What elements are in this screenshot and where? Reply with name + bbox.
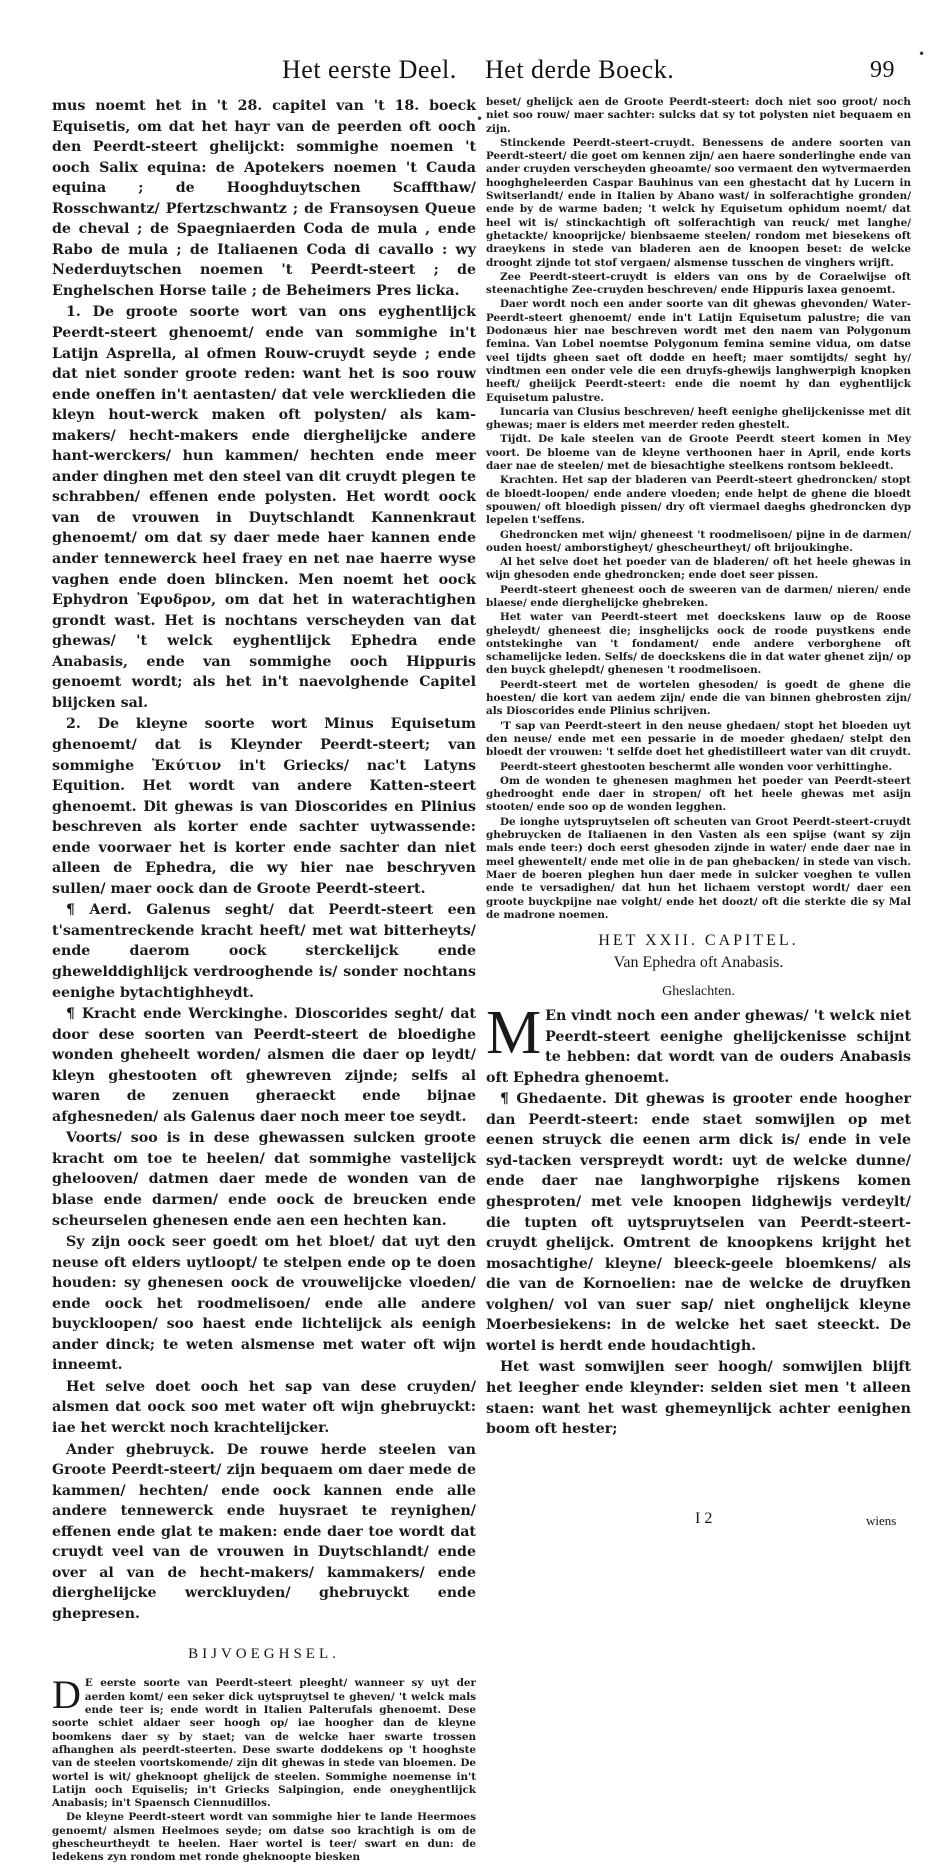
section-heading: BIJVOEGHSEL. — [188, 1646, 340, 1663]
paragraph: Peerdt-steert gheneest ooch de sweeren van de darmen/ nieren/ ende blaese/ ende dierghelijcke ghebreken. — [486, 583, 911, 609]
paragraph: Tijdt. De kale steelen van de Groote Peerdt steert komen in Mey voort. De bloeme van de kleyne verthoonen haer in April, ende korts daer nae de steelen/ met de biesachtighe steelkens rontsom bekleedt. — [486, 433, 911, 473]
paragraph: 'T sap van Peerdt-steert in den neuse ghedaen/ stopt het bloeden uyt den neuse/ ende met een pessarie in de moeder ghedaen/ stelpt den bloedt der vrouwen: 't selfde doet het ghedistilleert water van dit cruydt. — [486, 719, 911, 759]
paragraph: De kleyne Peerdt-steert wordt van sommighe hier te lande Heermoes genoemt/ alsmen Heelmoes seyde; om datse soo krachtigh is om de ghescheurtheydt te heelen. Haer wortel is teer/ swart en dun: de ledekens zyn rondom met ronde gheknoopte biesken — [52, 1811, 476, 1864]
section-heading: Gheslachten. — [662, 984, 735, 1000]
page-number: 99 — [870, 57, 895, 83]
paragraph: ¶ Ghedaente. Dit ghewas is grooter ende hoogher dan Peerdt-steert: ende staet somwijlen op met eenen struyck die eenen arm dick is/ ende in vele syd-tacken verspreydt wordt: uyt de welcke dunne/ ende daer nae langhworpighe rijskens komen ghesproten/ met vele knoopen lidghewijs verdeylt/ die tupten oft uytspruytselen van Peerdt-steert-cruydt ghelijck. Omtrent de knoopkens krijght het mosachtighe/ kleyne/ bleeck-geele bloemkens/ als die van de Kornoelien: nae de welcke de druyfken volghen/ vol van suer sap/ niet onghelijck kleyne Moerbesiekens: in de welcke het saet steeckt. De wortel is herdt ende houdachtigh. — [486, 1091, 911, 1354]
drop-capital: D — [52, 1672, 81, 1718]
paragraph: Het wast somwijlen seer hoogh/ somwijlen blijft het leegher ende kleynder: selden siet men 't alleen staen: want het wast ghemeynlijck achter eenighen boom oft hester; — [486, 1359, 911, 1438]
paragraph: Daer wordt noch een ander soorte van dit ghewas ghevonden/ Water-Peerdt-steert ghenoemt/ ende in't Latijn Equisetum palustre; die van Dodonæus hier nae beschreven wordt met den naem van Polygonum femina. Van Lobel noemtse Polygonum femina semine vidua, om datse veel tijdts gheen saet oft dodde en heeft; maer somtijdts/ seght hy/ vindtmen een onder vele die een druyfs-ghewijs langhwerpigh knopken heeft/ gheiijck Peerdt-steert: ende die noemt hy dan eyghentlijck Equisetum palustre. — [486, 298, 911, 404]
paragraph: Voorts/ soo is in dese ghewassen sulcken groote kracht om toe te heelen/ dat sommighe vastelijck ghelooven/ datmen daer mede de wonden van de blase ende darmen/ ende oock de breucken ende scheurselen ghenesen ende aen een hechten kan. — [52, 1130, 476, 1229]
drop-capital: M — [486, 999, 542, 1068]
paragraph: Zee Peerdt-steert-cruydt is elders van ons by de Coraelwijse oft steenachtighe Zee-cruyden beschreven/ ende Hippuris laxea genoemt. — [486, 270, 911, 297]
paragraph: Ghedroncken met wijn/ gheneest 't roodmelisoen/ pijne in de darmen/ ouden hoest/ amborstigheyt/ ghescheurtheyt/ oft brijoukinghe. — [486, 528, 911, 554]
margin-mark: • — [476, 112, 484, 126]
paragraph: 1. De groote soorte wort van ons eyghentlijck Peerdt-steert ghenoemt/ ende van sommighe in't Latijn Asprella, al ofmen Rouw-cruydt seyde ; ende dat niet sonder groote reden: want het is soo rouw ende oneffen in't aentasten/ dat vele wercklieden die kleyn hout-werck maken oft polysten/ als kam-makers/ hecht-makers ende dierghelijcke andere hant-werckers/ hun kammen/ hechten ende meer ander dinghen met den steel van dit cruydt plegen te schrabben/ effenen ende polysten. Het wordt oock van de vrouwen in Duytschlandt Kannenkraut ghenoemt/ om dat sy daer mede haer kannen ende ander tennewerck heel fraey en net nae haerre wyse vaghen ende doen blincken. Men noemt het oock Ephydron Ἐφυδρον, om dat het in waterachtighen grondt wast. Het is nochtans verscheyden van dat ghewas/ 't welck eyghentlijck Ephedra ende Anabasis, ende van sommighe ooch Hippuris genoemt wordt; als het in't naevolghende Capitel blijcken sal. — [52, 304, 476, 711]
paragraph — [486, 999, 911, 1088]
paragraph: Om de wonden te ghenesen maghmen het poeder van Peerdt-steert ghedrooght ende daer in stropen/ oft het heele ghewas met asijn stooten/ ende soo op de wonden legghen. — [486, 774, 911, 814]
right-column — [486, 96, 911, 1526]
paragraph: De ionghe uytspruytselen oft scheuten van Groot Peerdt-steert-cruydt ghebruycken de Italiaenen in den Vasten als een spijse (want sy zijn mals ende teer:) doch eerst ghesoden zijnde in water/ ende daer nae in meel ghewentelt/ ende met olie in de pan ghebacken/ in stede van visch. Maer de boeren pleghen hun daer mede in sulcker voeghen te vullen ende te versadighen/ dat hun het lichaem verstopt wordt/ daer een groote buyckpijne nae volght/ ende het doozt/ oft die sterkte die sy Mal de madrone noemen. — [486, 815, 911, 921]
paragraph: Sy zijn oock seer goedt om het bloet/ dat uyt den neuse oft elders uytloopt/ te stelpen ende op te doen houden: sy ghenesen oock de vrouwelijcke vloeden/ ende oock het roodmelisoen/ ende alle andere buyckloopen/ soo haest ende lichtelijck als eenigh ander dinck; te weten alsmense met water oft wijn inneemt. — [52, 1234, 476, 1374]
paragraph: Al het selve doet het poeder van de bladeren/ oft het heele ghewas in wijn ghesoden ende ghedroncken; ende doet seer pissen. — [486, 556, 911, 582]
paragraph-text: E eerste soorte van Peerdt-steert pleeght/ wanneer sy uyt der aerden komt/ een seker dick uytspruytsel te gheven/ 't welck mals ende teer is; ende wordt in Italien Palterufals ghenoemt. Dese soorte schiet aldaer seer hoogh op/ iae hoogher dan de kleyne boomkens daer sy by staet; van de welcke haer swarte trossen afhanghen als peerdt-steerten. Dese swarte doddekens op 't hooghste van de steelen voortskomende/ zijn dit ghewas in stede van bloemen. De wortel is wit/ gheknoopt ghelijck de steelen. Sommighe noemense in't Latijn ooch Equiselis; in't Griecks Salpingion, ende oneyghentlijck Anabasis; in't Spaensch Ciennudillos. — [52, 1677, 476, 1810]
paragraph: Het water van Peerdt-steert met doeckskens lauw op de Roose gheleydt/ gheneest die; insghelijcks oock de roode puystkens ende ontstekinghe van 't fondament/ ende andere verborghene oft schamelijcke leden. Selfs/ de doeckskens die in dat water ghenet zijn/ op den buyck ghelepdt/ ghenesen 't roodmelisoen. — [486, 611, 911, 677]
margin-mark: • — [918, 47, 926, 61]
paragraph: Krachten. Het sap der bladeren van Peerdt-steert ghedroncken/ stopt de bloedt-loopen/ ende andere vloeden; ende helpt de ghene die bloedt spouwen/ oft bloedigh pissen/ dry oft viermael daeghs ghedroncken dyp lepelen t'seffens. — [486, 474, 911, 527]
chapter-title: HET XXII. CAPITEL. — [598, 932, 799, 950]
paragraph: mus noemt het in 't 28. capitel van 't 18. boeck Equisetis, om dat het hayr van de peerden oft ooch den Peerdt-steert ghelijckt: sommighe noemen 't ooch Salix equina: de Apotekers noemen 't Cauda equina ; de Hooghduytschen Scaffthaw/ Rosschwantz/ Pfertzschwantz ; de Fransoysen Queue de cheval ; de Spaegniaerden Coda de mula , ende Rabo de mula ; de Italiaenen Coda di cavallo : wy Nederduytschen noemen 't Peerdt-steert ; de Enghelschen Horse taile ; de Beheimers Pres licka. — [52, 98, 476, 299]
running-header — [0, 55, 950, 95]
left-column — [52, 96, 476, 1864]
paragraph: Stinckende Peerdt-steert-cruydt. Benessens de andere soorten van Peerdt-steert/ die goet om kennen zijn/ aen haere sonderlinghe ende van ander cruyden verscheyden gheoamte/ soo vermaent den wytvermaerden hooghgheleerden Caspar Bauhinus van een ghestacht dat hy Lucern in Switserlandt/ ende in Italien by Abano wast/ in solferachtighe gronden/ ende by de warme baden; 't welck hy Equisetum ophidum noemt/ dat heel wit is/ stinckachtigh oft solferachtigh van reuck/ met langhe/ ghetackte/ knooprijcke/ bienbsaeme steelen/ rondom met biesekens oft draeykens in stede van bladeren aen de knoopen beset: de welcke drooght zijnde tot stof vergaen/ alsmense tusschen de vinghers wrijft. — [486, 136, 911, 269]
signature-mark: I 2 — [695, 1510, 713, 1527]
paragraph: ¶ Kracht ende Werckinghe. Dioscorides seght/ dat door dese soorten van Peerdt-steert de bloedighe wonden gheheelt worden/ alsmen die daer op leydt/ kleyn ghestooten oft ghewreven zijnde; selfs al waren de zenuen gheraeckt ende bijnae afghesneden/ als Galenus daer noch meer toe seydt. — [52, 1006, 476, 1125]
paragraph: beset/ ghelijck aen de Groote Peerdt-steert: doch niet soo groot/ noch niet soo rouw/ maer sachter: sulcks dat sy tot polysten niet bequaem en zijn. — [486, 96, 911, 135]
paragraph: Peerdt-steert ghestooten beschermt alle wonden voor verhittinghe. — [500, 760, 893, 773]
header-left: Het eerste Deel. — [282, 55, 457, 84]
paragraph: 2. De kleyne soorte wort Minus Equisetum ghenoemt/ dat is Kleynder Peerdt-steert; van sommighe Ἐκύτιον in't Griecks/ nac't Latyns Equition. Het wordt van andere Katten-steert ghenoemt. Dit ghewas is van Dioscorides en Plinius beschreven als korter ende sachter uytwassende: ende voorwaer het is korter ende sachter dan niet alleen de Ephedra, die wy hier nae beschryven sullen/ maer oock dan de Groote Peerdt-steert. — [52, 716, 476, 897]
paragraph-text: En vindt noch een ander ghewas/ 't welck niet Peerdt-steert eenighe ghelijckenisse schijnt te hebben: dat wordt van de ouders Anabasis oft Ephedra ghenoemt. — [486, 1008, 911, 1086]
paragraph: ¶ Aerd. Galenus seght/ dat Peerdt-steert een t'samentreckende kracht heeft/ met wat bitterheyts/ ende daerom oock sterckelijck ende ghewelddighlijck verdrooghende is/ sonder nochtans eenighe bytachtighheydt. — [52, 902, 476, 1001]
paragraph: Het selve doet ooch het sap van dese cruyden/ alsmen dat oock soo met water oft wijn ghebruyckt: iae het werckt noch krachtelijcker. — [52, 1378, 476, 1436]
header-right: Het derde Boeck. — [485, 55, 675, 84]
paragraph: Ander ghebruyck. De rouwe herde steelen van Groote Peerdt-steert/ zijn bequaem om daer mede de kammen/ hechten/ ende oock kannen ende alle andere tennewerck ende huysraet te reynighen/ effenen ende glat te maken: ende daer toe wordt dat cruydt veel van de vrouwen in Duytschlandt/ ende over al van de hecht-makers/ kammakers/ ende dierghelijcke werckluyden/ ghebruyckt ende ghepresen. — [52, 1441, 476, 1622]
paragraph: Peerdt-steert met de wortelen ghesoden/ is goedt de ghene die hoesten/ die kort van aedem zijn/ ende die van binnen ghebrosten zijn/ als Dioscorides ende Plinius schrijven. — [486, 678, 911, 718]
chapter-subtitle: Van Ephedra oft Anabasis. — [613, 954, 784, 972]
paragraph — [52, 1672, 476, 1810]
paragraph: Iuncaria van Clusius beschreven/ heeft eenighe ghelijckenisse met dit ghewas; maer is elders met meerder reden ghestelt. — [486, 405, 911, 432]
catchword: wiens — [866, 1513, 897, 1528]
